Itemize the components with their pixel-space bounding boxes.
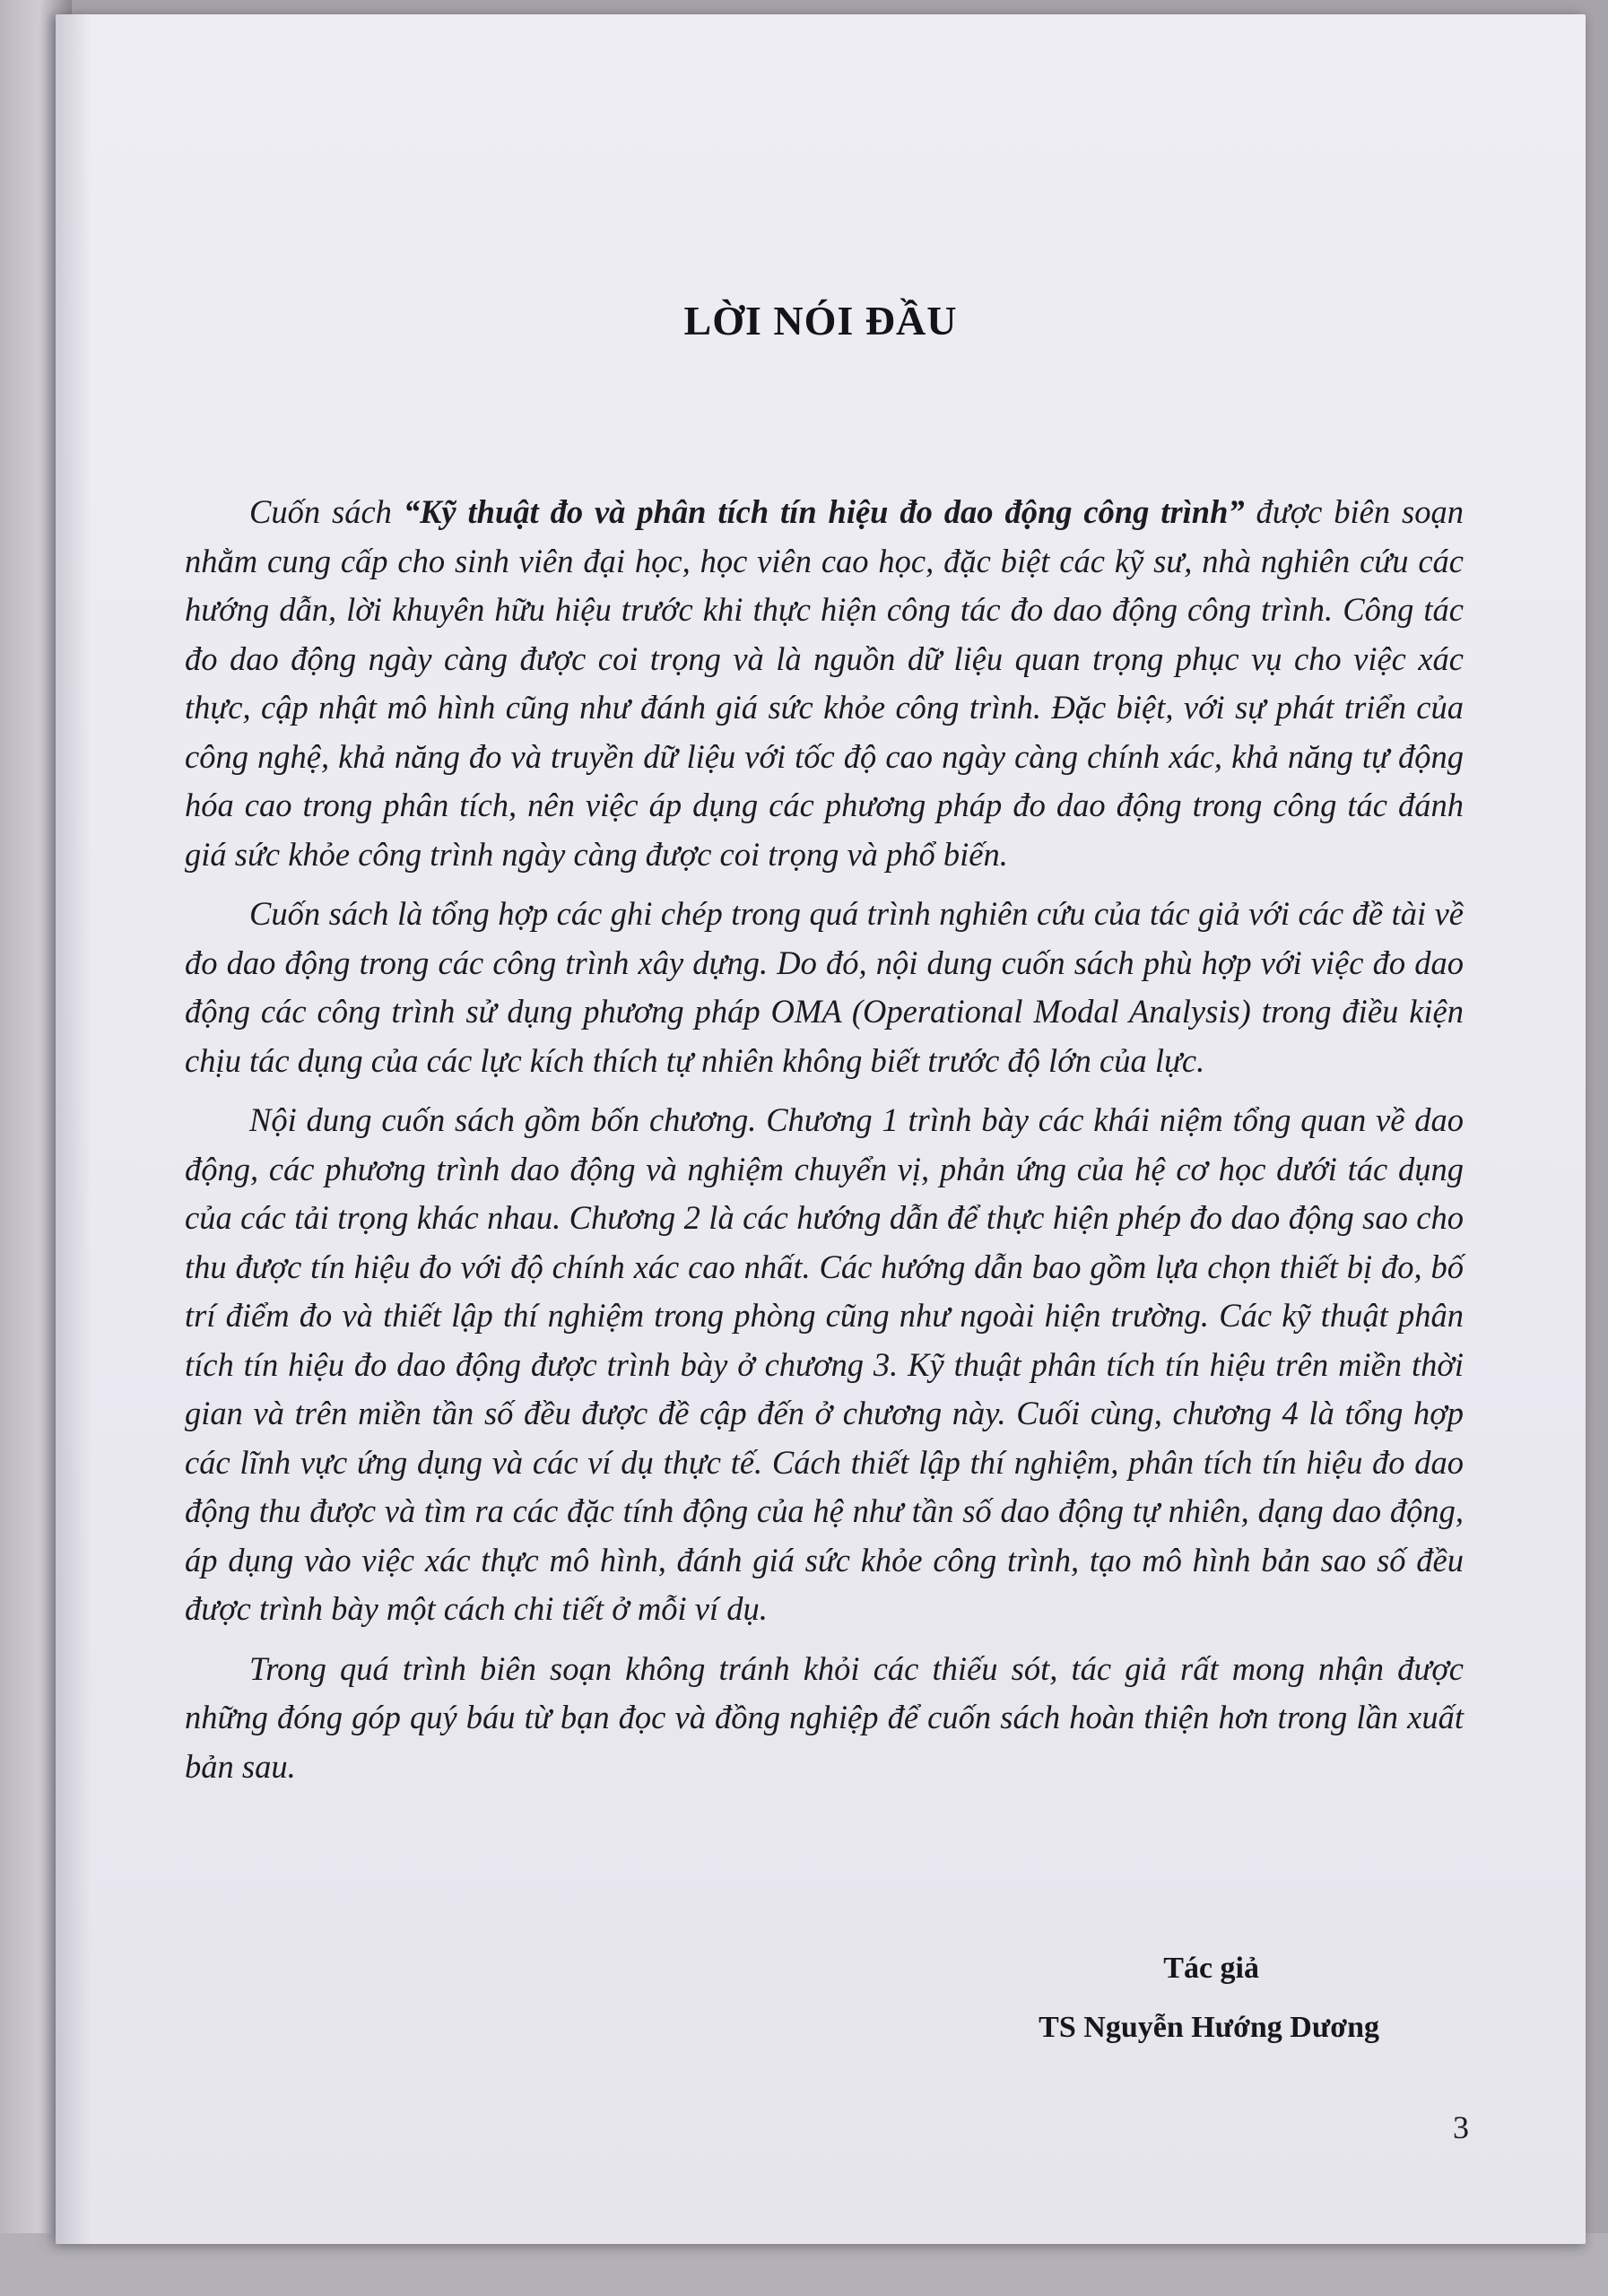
paragraph-1 (185, 488, 1464, 879)
book-title: “Kỹ thuật đo và phân tích tín hiệu đo dao động công trình” (403, 493, 1245, 530)
book-page (56, 14, 1586, 2244)
preface-body (185, 488, 1464, 1802)
paragraph-1-lead: Cuốn sách (249, 493, 404, 530)
page-number: 3 (1453, 2109, 1469, 2145)
paragraph-3: Nội dung cuốn sách gồm bốn chương. Chương 1 trình bày các khái niệm tổng quan về dao động, các phương trình dao động và nghiệm chuyển vị, phản ứng của hệ cơ học dưới tác dụng của các tải trọng khác nhau. Chương 2 là các hướng dẫn để thực hiện phép đo dao động sao cho thu được tín hiệu đo với độ chính xác cao nhất. Các hướng dẫn bao gồm lựa chọn thiết bị đo, bố trí điểm đo và thiết lập thí nghiệm trong phòng cũng như ngoài hiện trường. Các kỹ thuật phân tích tín hiệu đo dao động được trình bày ở chương 3. Kỹ thuật phân tích tín hiệu trên miền thời gian và trên miền tần số đều được đề cập đến ở chương này. Cuối cùng, chương 4 là tổng hợp các lĩnh vực ứng dụng và các ví dụ thực tế. Cách thiết lập thí nghiệm, phân tích tín hiệu đo dao động thu được và tìm ra các đặc tính động của hệ như tần số dao động tự nhiên, dạng dao động, áp dụng vào việc xác thực mô hình, đánh giá sức khỏe công trình, tạo mô hình bản sao số đều được trình bày một cách chi tiết ở mỗi ví dụ. (185, 1101, 1464, 1627)
author-name: TS Nguyễn Hướng Dương (1039, 2011, 1379, 2044)
paragraph-2: Cuốn sách là tổng hợp các ghi chép trong quá trình nghiên cứu của tác giả với các đề tài về đo dao động trong các công trình xây dựng. Do đó, nội dung cuốn sách phù hợp với việc đo dao động các công trình sử dụng phương pháp OMA (Operational Modal Analysis) trong điều kiện chịu tác dụng của các lực kích thích tự nhiên không biết trước độ lớn của lực. (185, 895, 1464, 1079)
page-fold-shadow (56, 14, 91, 2244)
page-title: LỜI NÓI ĐẦU (683, 298, 958, 344)
paragraph-1-text: được biên soạn nhằm cung cấp cho sinh viên đại học, học viên cao học, đặc biệt các kỹ sư, nhà nghiên cứu các hướng dẫn, lời khuyên hữu hiệu trước khi thực hiện công tác đo dao động công trình. Công tác đo dao động ngày càng được coi trọng và là nguồn dữ liệu quan trọng phục vụ cho việc xác thực, cập nhật mô hình cũng như đánh giá sức khỏe công trình. Đặc biệt, với sự phát triển của công nghệ, khả năng đo và truyền dữ liệu với tốc độ cao ngày càng chính xác, khả năng tự động hóa cao trong phân tích, nên việc áp dụng các phương pháp đo dao động trong công tác đánh giá sức khỏe công trình ngày càng được coi trọng và phổ biến. (185, 493, 1464, 873)
author-role: Tác giả (1163, 1952, 1259, 1985)
paragraph-4: Trong quá trình biên soạn không tránh khỏi các thiếu sót, tác giả rất mong nhận được những đóng góp quý báu từ bạn đọc và đồng nghiệp để cuốn sách hoàn thiện hơn trong lần xuất bản sau. (185, 1649, 1464, 1785)
